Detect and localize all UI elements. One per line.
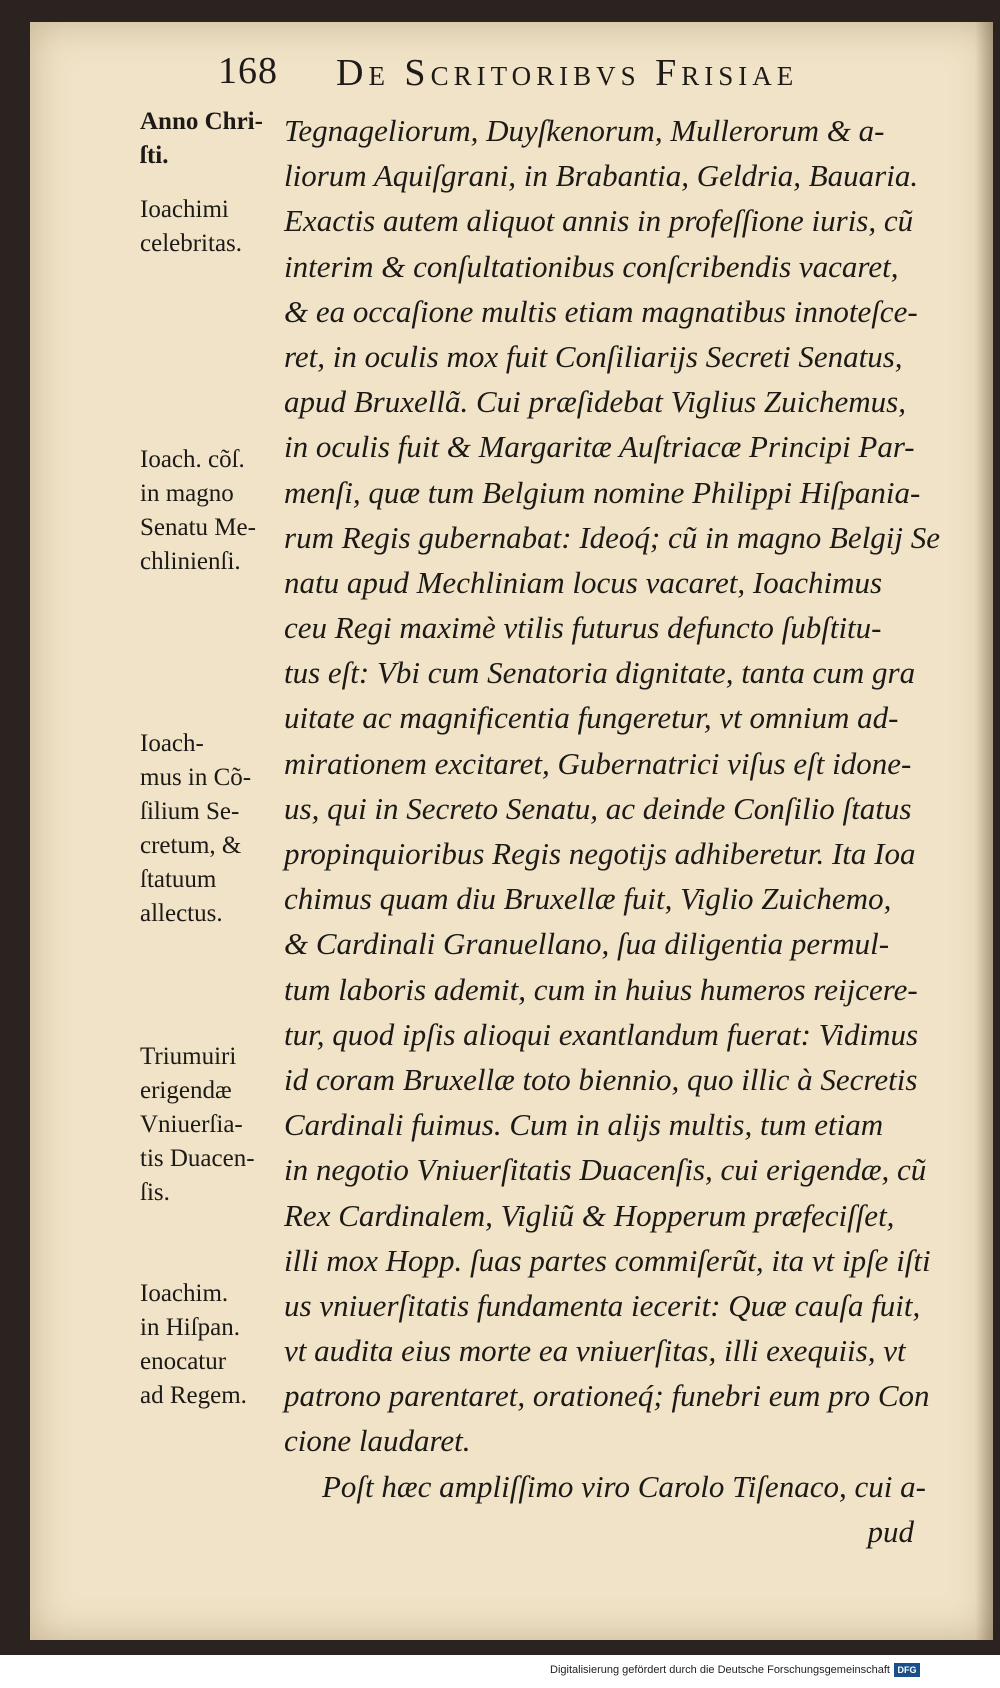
catchword: pud — [867, 1513, 914, 1549]
text-line: Tegnageliorum, Duyſkenorum, Mullerorum & a- — [284, 113, 885, 148]
dfg-logo-icon: DFG — [894, 1663, 920, 1677]
text-line: natu apud Mechliniam locus vacaret, Ioachimus — [284, 564, 883, 600]
page-number: 168 — [218, 50, 278, 92]
text-line: in oculis fuit & Margaritæ Auſtriacæ Principi Par- — [284, 429, 915, 465]
text-line: rum Regis gubernabat: Ideoq́; cũ in magno Belgij Se — [284, 519, 941, 555]
text-line: & Cardinali Granuellano, ſua diligentia permul- — [284, 926, 890, 962]
text-line: ret, in oculis mox fuit Conſiliarijs Secreti Senatus, — [284, 338, 903, 374]
text-line: mirationem excitaret, Gubernatrici viſus eſt idone- — [284, 745, 912, 781]
digitization-footer — [550, 1660, 920, 1680]
text-line: interim & conſultationibus conſcribendis vacaret, — [284, 248, 899, 284]
margin-note-celebritas: Ioachimi celebritas. — [140, 196, 243, 257]
text-line: & ea occaſione multis etiam magnatibus innoteſce- — [284, 293, 918, 329]
text-line: chimus quam diu Bruxellæ fuit, Viglio Zuichemo, — [284, 881, 892, 917]
text-line: menſi, quæ tum Belgium nomine Philippi Hiſpania- — [284, 474, 921, 510]
margin-note-senatu: Ioach. cõſ. in magno Senatu Me- chlinienſi. — [140, 446, 256, 575]
text-line: uitate ac magnificentia fungeretur, vt omnium ad- — [284, 700, 899, 736]
text-line: illi mox Hopp. ſuas partes commiſerũt, ita vt ipſe iſti — [284, 1242, 931, 1278]
text-line: vt audita eius morte ea vniuerſitas, illi exequiis, vt — [284, 1333, 906, 1369]
text-line: propinquioribus Regis negotijs adhiberetur. Ita Ioa — [284, 836, 916, 871]
text-line: us vniuerſitatis fundamenta iecerit: Quæ cauſa fuit, — [284, 1287, 921, 1323]
page-edge-shadow — [975, 22, 993, 1640]
text-line: in negotio Vniuerſitatis Duacenſis, cui erigendæ, cũ — [284, 1152, 927, 1188]
page-header — [218, 45, 953, 100]
text-line-paragraph-start: Poſt hæc ampliſſimo viro Carolo Tiſenaco, cui a- — [322, 1468, 926, 1504]
running-title: De Scritoribvs Frisiae — [336, 52, 799, 94]
margin-note-hispania: Ioachim. in Hiſpan. enocatur ad Regem. — [140, 1280, 247, 1409]
text-line: id coram Bruxellæ toto biennio, quo illic à Secretis — [284, 1061, 918, 1097]
text-line: ceu Regi maximè vtilis futurus defuncto ſubſtitu- — [284, 610, 882, 646]
text-line: apud Bruxellã. Cui præſidebat Viglius Zuichemus, — [284, 384, 906, 420]
text-line: liorum Aquiſgrani, in Brabantia, Geldria, Bauaria. — [284, 158, 919, 194]
text-line: Exactis autem aliquot annis in profeſſione iuris, cũ — [284, 203, 914, 239]
text-line: Rex Cardinalem, Vigliũ & Hopperum præfeciſſet, — [284, 1197, 895, 1233]
text-line: us, qui in Secreto Senatu, ac deinde Conſilio ſtatus — [284, 790, 912, 826]
margin-note-anno-christi: Anno Chri- ſti. — [140, 108, 263, 169]
margin-note-triumuiri: Triumuiri erigendæ Vniuerſia- tis Duacen- ſis. — [140, 1043, 255, 1206]
text-line: Cardinali fuimus. Cum in alijs multis, tum etiam — [284, 1107, 884, 1143]
footer-credit: Digitalisierung gefördert durch die Deutsche Forschungsgemeinschaft — [550, 1664, 890, 1676]
text-line: cione laudaret. — [284, 1423, 471, 1459]
text-line: patrono parentaret, orationeq́; funebri eum pro Con — [284, 1378, 930, 1414]
text-line: tur, quod ipſis alioqui exantlandum fuerat: Vidimus — [284, 1016, 919, 1052]
margin-note-consilium: Ioach- mus in Cõ- ſilium Se- cretum, & ſtatuum allectus. — [140, 730, 252, 927]
text-line: tum laboris ademit, cum in huius humeros reijcere- — [284, 971, 918, 1007]
text-line: tus eſt: Vbi cum Senatoria dignitate, tanta cum gra — [284, 655, 916, 691]
main-text-block — [284, 108, 964, 1554]
